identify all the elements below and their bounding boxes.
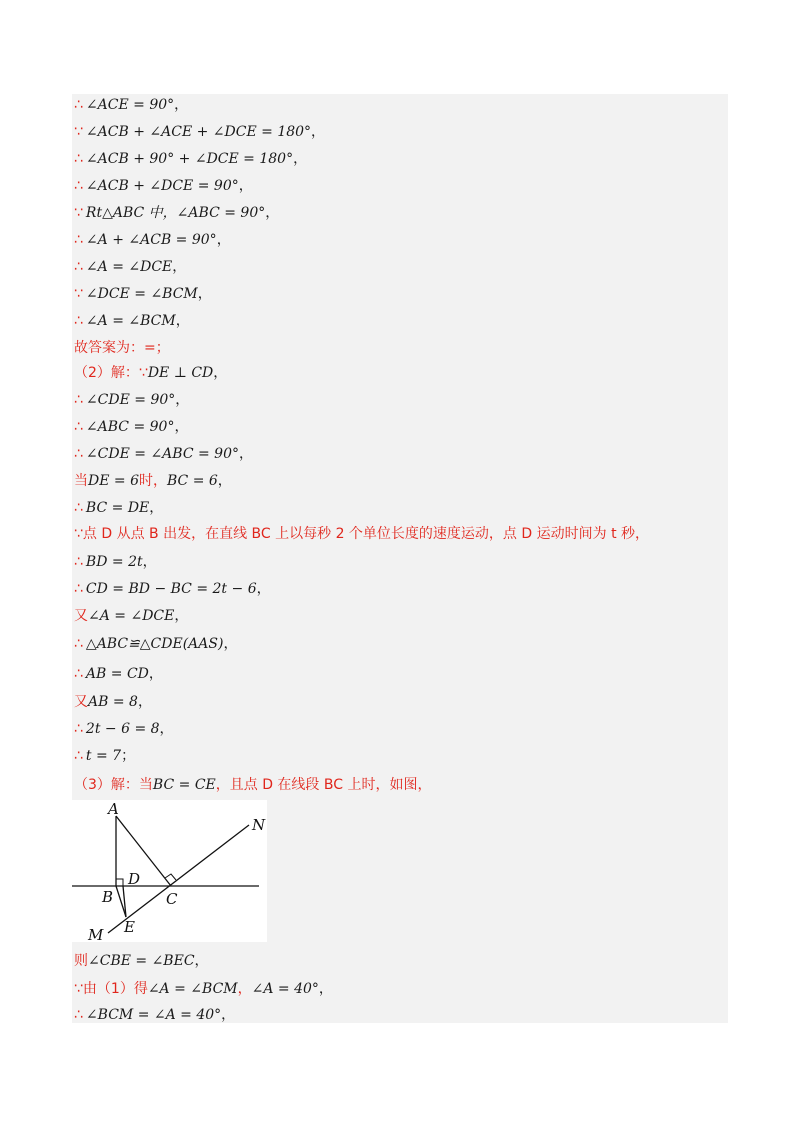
- annotation-text: ，且点 D 在线段 BC 上时，如图，: [215, 777, 432, 793]
- math-expression: BC = CE: [152, 777, 216, 793]
- logic-symbol: ∴: [74, 151, 83, 167]
- solution-line: [74, 952, 209, 970]
- math-expression: BC = DE: [85, 500, 150, 516]
- label-n: N: [252, 816, 266, 834]
- punctuation: ，: [174, 608, 189, 624]
- solution-line: [74, 123, 325, 141]
- annotation-text: 当: [74, 473, 88, 489]
- math-expression: ∠A + ∠ACB = 90°: [85, 232, 217, 248]
- logic-symbol: ∵: [74, 205, 83, 221]
- punctuation: ，: [172, 259, 187, 275]
- punctuation: ，: [221, 1007, 236, 1023]
- logic-symbol: ∴: [74, 313, 83, 329]
- solution-line: [74, 96, 188, 114]
- solution-line: [74, 445, 253, 463]
- solution-line: [74, 525, 649, 543]
- punctuation: ；: [121, 748, 136, 764]
- logic-symbol: ∴: [74, 636, 83, 652]
- annotation-text: 又: [74, 694, 88, 710]
- solution-line: [74, 635, 237, 653]
- label-e: E: [124, 918, 135, 936]
- math-expression: ∠CDE = ∠ABC = 90°: [85, 446, 239, 462]
- logic-symbol: ∴: [74, 748, 83, 764]
- annotation-text: 又: [74, 608, 88, 624]
- solution-line: [74, 693, 152, 711]
- logic-symbol: ∵: [74, 286, 83, 302]
- math-expression: ∠CDE = 90°: [85, 392, 176, 408]
- punctuation: ，: [293, 151, 308, 167]
- label-c: C: [166, 890, 178, 908]
- solution-line: [74, 231, 231, 249]
- solution-line: [74, 285, 212, 303]
- math-expression: ∠A = ∠DCE: [85, 259, 173, 275]
- punctuation: ，: [174, 419, 189, 435]
- logic-symbol: ∴: [74, 500, 83, 516]
- segment-ac: [116, 816, 171, 886]
- solution-line: [74, 204, 279, 222]
- annotation-text: 时，: [138, 473, 167, 489]
- logic-symbol: ∴: [74, 259, 83, 275]
- solution-line: [74, 553, 157, 571]
- solution-line: [74, 607, 188, 625]
- solution-line: [74, 499, 163, 517]
- math-expression: △ABC≌△CDE(AAS): [85, 636, 224, 652]
- solution-line: [74, 339, 170, 357]
- math-expression: ∠BCM = ∠A = 40°: [85, 1007, 222, 1023]
- label-a: A: [108, 800, 119, 818]
- punctuation: ，: [175, 392, 190, 408]
- punctuation: ，: [142, 554, 157, 570]
- label-m: M: [88, 926, 104, 942]
- math-expression: ∠ACE = 90°: [85, 97, 175, 113]
- math-expression: 2t − 6 = 8: [85, 721, 160, 737]
- solution-line: [74, 580, 271, 598]
- math-expression: AB = CD: [85, 666, 149, 682]
- logic-symbol: ∴: [74, 419, 83, 435]
- logic-symbol: ∴: [74, 232, 83, 248]
- math-expression: ∠A = ∠BCM: [147, 981, 238, 997]
- punctuation: ，: [174, 97, 189, 113]
- solution-line: [74, 776, 431, 794]
- punctuation: ，: [216, 232, 231, 248]
- logic-symbol: ∴: [74, 666, 83, 682]
- solution-line: [74, 747, 135, 765]
- geometry-figure: [72, 800, 267, 942]
- math-expression: CD = BD − BC = 2t − 6: [85, 581, 257, 597]
- annotation-text: ，: [237, 981, 252, 997]
- math-expression: ∠ABC = 90°: [85, 419, 175, 435]
- punctuation: ，: [197, 286, 212, 302]
- solution-line: [74, 258, 186, 276]
- logic-symbol: ∴: [74, 97, 83, 113]
- punctuation: ，: [256, 581, 271, 597]
- math-expression: ∠A = ∠BCM: [85, 313, 176, 329]
- punctuation: ，: [318, 981, 333, 997]
- logic-symbol: ∴: [74, 554, 83, 570]
- logic-symbol: ∴: [74, 178, 83, 194]
- math-expression: AB = 8: [88, 694, 138, 710]
- label-b: B: [102, 888, 114, 906]
- right-angle-mark-c: [165, 874, 176, 880]
- math-expression: ∠A = ∠DCE: [88, 608, 175, 624]
- solution-line: [74, 312, 190, 330]
- punctuation: ，: [311, 124, 326, 140]
- annotation-text: ∵由（1）得: [74, 981, 148, 997]
- math-expression: ∠ACB + ∠ACE + ∠DCE = 180°: [85, 124, 312, 140]
- punctuation: ，: [239, 446, 253, 462]
- solution-line: [74, 418, 188, 436]
- punctuation: ，: [137, 694, 152, 710]
- logic-symbol: ∴: [74, 581, 83, 597]
- logic-symbol: ∴: [74, 392, 83, 408]
- solution-line: [74, 391, 189, 409]
- math-expression: DE = 6: [88, 473, 139, 489]
- solution-line: [74, 150, 307, 168]
- math-expression: BC = 6: [166, 473, 218, 489]
- math-expression: ∠A = 40°: [251, 981, 319, 997]
- right-angle-mark-b: [116, 879, 123, 886]
- annotation-text: ∵点 D 从点 B 出发，在直线 BC 上以每秒 2 个单位长度的速度运动，点 D 运动时间为 t 秒，: [74, 526, 650, 542]
- triangle-diagram: [72, 800, 267, 942]
- solution-line: [74, 472, 232, 490]
- annotation-text: 故答案为：=；: [74, 340, 170, 356]
- math-expression: ∠ACB + ∠DCE = 90°: [85, 178, 239, 194]
- annotation-text: （3）解：当: [74, 777, 153, 793]
- math-expression: ∠ACB + 90° + ∠DCE = 180°: [85, 151, 294, 167]
- solution-line: [74, 1006, 235, 1024]
- punctuation: ，: [238, 178, 253, 194]
- solution-line: [74, 665, 163, 683]
- punctuation: ，: [159, 721, 174, 737]
- logic-symbol: ∴: [74, 1007, 83, 1023]
- punctuation: ，: [223, 636, 238, 652]
- solution-line: [74, 364, 227, 382]
- math-expression: BD = 2t: [85, 554, 143, 570]
- punctuation: ，: [149, 500, 164, 516]
- punctuation: ，: [148, 666, 163, 682]
- annotation-text: （2）解：∵: [74, 365, 148, 381]
- annotation-text: 则: [74, 953, 88, 969]
- punctuation: ，: [213, 365, 228, 381]
- solution-line: [74, 177, 253, 195]
- solution-line: [74, 980, 333, 998]
- logic-symbol: ∵: [74, 124, 83, 140]
- math-expression: Rt△ABC 中，∠ABC = 90°: [85, 205, 266, 221]
- label-d: D: [128, 870, 141, 888]
- logic-symbol: ∴: [74, 721, 83, 737]
- logic-symbol: ∴: [74, 446, 83, 462]
- punctuation: ，: [265, 205, 280, 221]
- punctuation: ，: [217, 473, 232, 489]
- solution-line: [74, 720, 174, 738]
- math-expression: ∠CBE = ∠BEC: [88, 953, 195, 969]
- math-expression: ∠DCE = ∠BCM: [85, 286, 198, 302]
- punctuation: ，: [175, 313, 190, 329]
- math-expression: t = 7: [85, 748, 122, 764]
- math-expression: DE ⊥ CD: [147, 365, 214, 381]
- punctuation: ，: [194, 953, 209, 969]
